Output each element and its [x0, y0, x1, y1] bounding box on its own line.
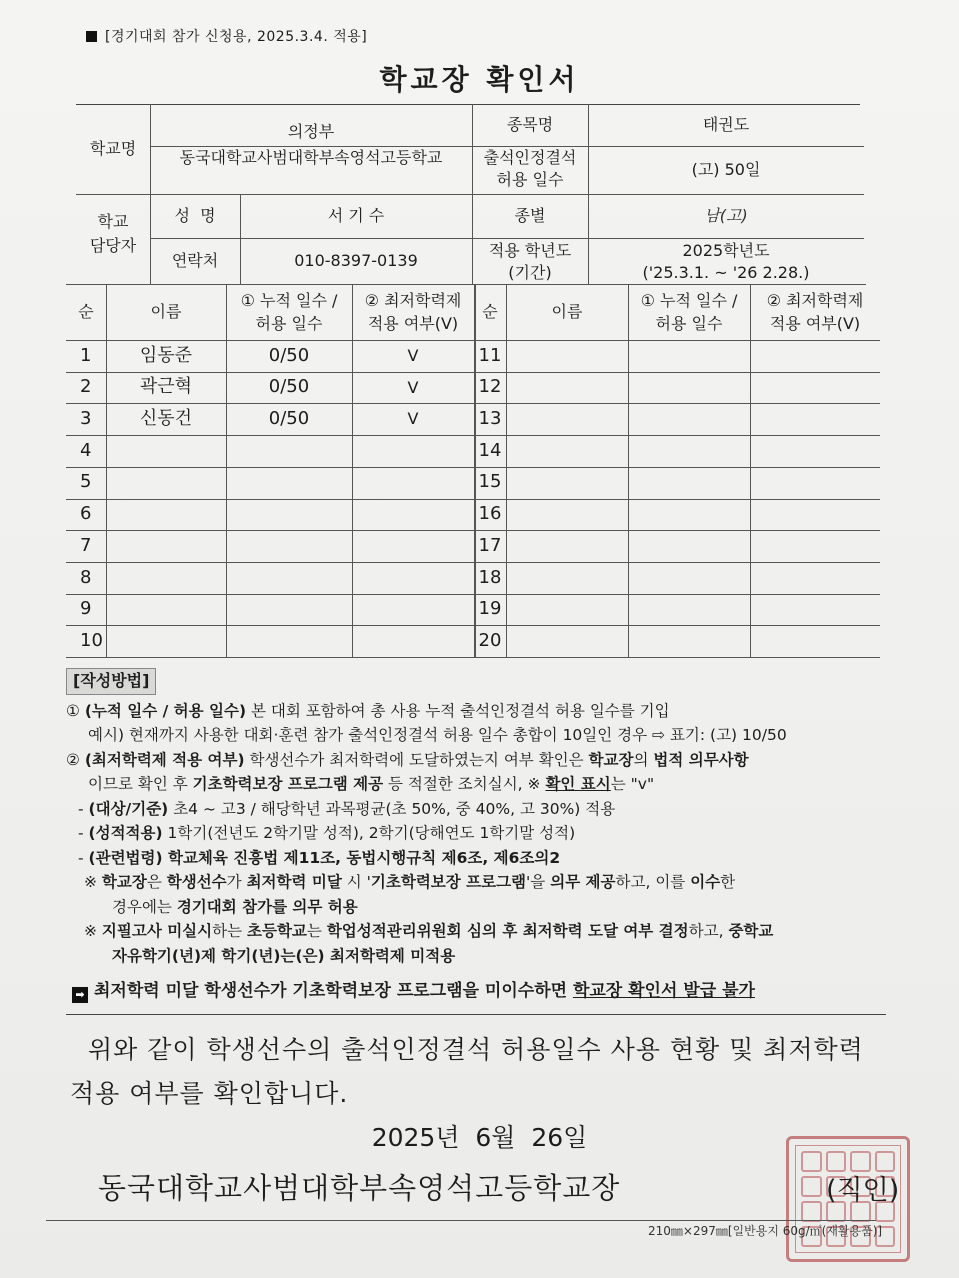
- athlete-name: [106, 530, 226, 562]
- athlete-name: [106, 625, 226, 657]
- square-bullet-icon: [86, 31, 97, 42]
- absence-days: [226, 467, 352, 499]
- name-label: 성 명: [174, 206, 216, 226]
- row-number: 17: [478, 534, 502, 556]
- school-name: 동국대학교사범대학부속영석고등학교: [179, 148, 443, 168]
- year-period: ('25.3.1. ~ '26 2.28.): [642, 263, 810, 283]
- table-rule: [750, 284, 751, 657]
- final-notice: ➡ 최저학력 미달 학생선수가 기초학력보장 프로그램을 미이수하면 학교장 확인서 발급 불가: [72, 976, 755, 1003]
- allowed-days-label: 출석인정결석: [483, 148, 577, 168]
- min-grade-check: [352, 625, 474, 657]
- table-rule: [66, 657, 880, 658]
- note-2: ② (최저학력제 적용 여부) 학생선수가 최저학력에 도달하였는지 여부 확인은 학교장의 법적 의무사항: [66, 750, 749, 769]
- row-number: 4: [80, 439, 92, 461]
- row-number: 8: [80, 566, 92, 588]
- detail-law: - (관련법령) 학교체육 진흥법 제11조, 동법시행규칙 제6조, 제6조의2: [78, 848, 561, 867]
- min-grade-check: V: [407, 377, 419, 397]
- remark-2-cont: 자유학기(년)제 학기(년)는(은) 최저학력제 미적용: [112, 946, 456, 965]
- allowed-days-label: 허용 일수: [496, 170, 564, 190]
- row-number: 18: [478, 566, 502, 588]
- absence-days: [226, 499, 352, 531]
- row-number: 19: [478, 598, 502, 620]
- header-days: ① 누적 일수 /: [640, 291, 738, 311]
- athlete-name: 곽근혁: [139, 376, 193, 398]
- detail-grades: - (성적적용) 1학기(전년도 2학기말 성적), 2학기(당해연도 1학기말 성적): [78, 824, 576, 842]
- absence-days: 0/50: [268, 376, 310, 398]
- row-number: 11: [478, 344, 502, 366]
- header-name: 이름: [150, 302, 182, 322]
- remark-2: ※ 지필고사 미실시하는 초등학교는 학업성적관리위원회 심의 후 최저학력 도달 여부 결정하고, 중학교: [84, 922, 774, 940]
- absence-days: [226, 562, 352, 594]
- sport-value: 태권도: [702, 115, 750, 135]
- year-value: 2025학년도: [682, 241, 770, 261]
- principal-title: 동국대학교사범대학부속영석고등학교장: [98, 1171, 621, 1205]
- absence-days: [226, 435, 352, 467]
- table-rule: [628, 284, 629, 657]
- detail-target: - (대상/기준) 초4 ~ 고3 / 해당학년 과목평균(초 50%, 중 40%, 고 30%) 적용: [78, 799, 616, 818]
- header-min-grade: ② 최저학력제: [364, 291, 462, 311]
- row-number: 2: [80, 376, 92, 398]
- rule-divider: [66, 1014, 886, 1015]
- min-grade-check: [352, 499, 474, 531]
- gender-label: 종별: [514, 206, 546, 226]
- document-title: 학교장 확인서: [379, 63, 580, 96]
- header-min-grade: 적용 여부(V): [367, 314, 459, 334]
- header-min-grade: 적용 여부(V): [769, 314, 861, 334]
- year-label: (기간): [508, 263, 552, 283]
- issue-date: 2025년 6월 26일: [371, 1123, 588, 1152]
- min-grade-check: V: [407, 409, 419, 429]
- row-number: 16: [478, 503, 502, 525]
- form-header-text: [경기대회 참가 신청용, 2025.3.4. 적용]: [105, 29, 368, 45]
- remark-1-cont: 경우에는 경기대회 참가를 의무 허용: [112, 897, 358, 916]
- absence-days: [226, 594, 352, 626]
- header-days: ① 누적 일수 /: [240, 291, 338, 311]
- allowed-days-value: (고) 50일: [691, 160, 761, 180]
- instructions-section: [66, 668, 896, 968]
- manager-label: 학교: [97, 212, 129, 232]
- row-number: 20: [478, 629, 502, 651]
- row-number: 9: [80, 598, 92, 620]
- row-number: 12: [478, 376, 502, 398]
- row-number: 13: [478, 408, 502, 430]
- min-grade-check: [352, 562, 474, 594]
- arrow-box-icon: ➡: [72, 987, 88, 1003]
- header-no: 순: [482, 302, 498, 322]
- min-grade-check: [352, 467, 474, 499]
- year-label: 적용 학년도: [488, 241, 572, 261]
- paper-spec: 210㎜×297㎜[일반용지 60g/㎡(재활용품)]: [648, 1224, 883, 1238]
- rule-footer: [46, 1220, 876, 1221]
- athlete-name: [106, 562, 226, 594]
- header-name: 이름: [551, 302, 583, 322]
- seal-label: (직인): [826, 1175, 900, 1206]
- row-number: 10: [80, 629, 103, 651]
- header-min-grade: ② 최저학력제: [766, 291, 864, 311]
- sport-label: 종목명: [506, 115, 554, 135]
- remark-1: ※ 학교장은 학생선수가 최저학력 미달 시 '기초학력보장 프로그램'을 의무 제공하고, 이를 이수한: [84, 873, 736, 891]
- row-number: 7: [80, 534, 92, 556]
- header-no: 순: [78, 302, 94, 322]
- athlete-name: [106, 499, 226, 531]
- note-1-example: 예시) 현재까지 사용한 대회·훈련 참가 출석인정결석 허용 일수 총합이 10일인 경우 ⇨ 표기: (고) 10/50: [88, 726, 787, 744]
- header-days: 허용 일수: [255, 314, 323, 334]
- row-number: 6: [80, 503, 92, 525]
- row-number: 1: [80, 344, 92, 366]
- athlete-name: 임동준: [139, 344, 193, 366]
- manager-name: 서 기 수: [327, 206, 385, 226]
- absence-days: 0/50: [268, 344, 310, 366]
- instructions-title: [작성방법]: [66, 668, 156, 695]
- row-number: 15: [478, 471, 502, 493]
- manager-label: 담당자: [89, 236, 137, 256]
- header-days: 허용 일수: [655, 314, 723, 334]
- form-header-tag: [86, 26, 367, 46]
- row-number: 14: [478, 439, 502, 461]
- athlete-name: [106, 435, 226, 467]
- row-number: 3: [80, 408, 92, 430]
- absence-days: [226, 625, 352, 657]
- confirmation-statement: 위와 같이 학생선수의 출석인정결석 허용일수 사용 현황 및 최저학력 적용 여부를 확인합니다.: [70, 1035, 864, 1108]
- note-2-cont: 이므로 확인 후 기초학력보장 프로그램 제공 등 적절한 조치실시, ※ 확인 표시는 "v": [88, 775, 655, 793]
- gender-value: 남(고): [704, 206, 748, 226]
- contact-value: 010-8397-0139: [294, 251, 418, 271]
- absence-days: 0/50: [268, 408, 310, 430]
- school-label: 학교명: [89, 139, 137, 159]
- min-grade-check: [352, 530, 474, 562]
- contact-label: 연락처: [171, 251, 219, 271]
- absence-days: [226, 530, 352, 562]
- athlete-name: 신동건: [139, 408, 193, 430]
- school-region: 의정부: [287, 122, 335, 142]
- athlete-name: [106, 467, 226, 499]
- row-number: 5: [80, 471, 92, 493]
- note-1: ① (누적 일수 / 허용 일수) 본 대회 포함하여 총 사용 누적 출석인정결석 허용 일수를 기입: [66, 701, 670, 720]
- min-grade-check: [352, 435, 474, 467]
- min-grade-check: V: [407, 346, 419, 366]
- min-grade-check: [352, 594, 474, 626]
- athlete-name: [106, 594, 226, 626]
